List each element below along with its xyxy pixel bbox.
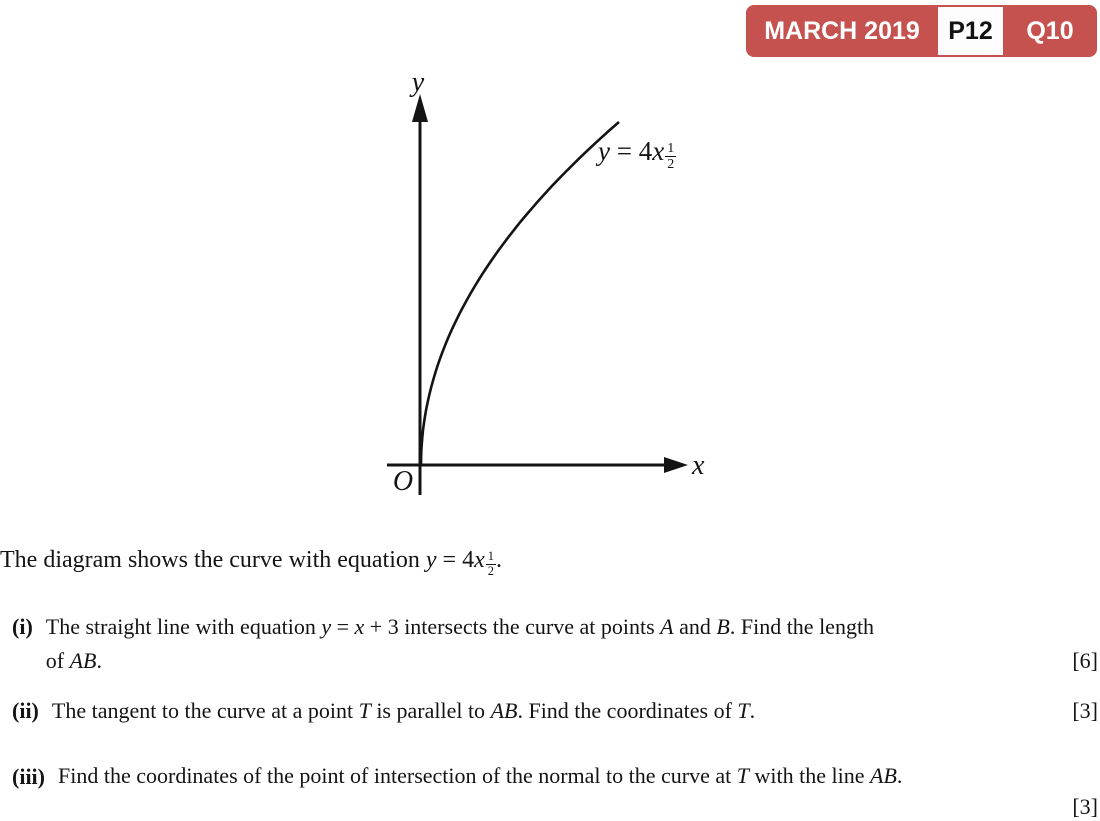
part-i-body bbox=[46, 610, 1098, 678]
part-iii-body bbox=[58, 760, 1098, 821]
part-ii-line-1 bbox=[52, 694, 1098, 728]
badge-session-label: MARCH 2019 bbox=[764, 16, 920, 45]
y-axis-arrowhead bbox=[412, 94, 428, 122]
part-iii-line-2 bbox=[58, 791, 1098, 821]
badge-question-number: Q10 bbox=[1026, 16, 1074, 45]
intro-paragraph: The diagram shows the curve with equation y = 4x $\frac{1}{2}$ . bbox=[0, 547, 502, 578]
marks-badge: [6] bbox=[1072, 648, 1098, 673]
curve-path bbox=[421, 122, 619, 465]
badge-paper-label: P12 bbox=[938, 7, 1003, 55]
x-axis-label: x bbox=[692, 450, 705, 481]
origin-label: O bbox=[392, 466, 414, 497]
question-text: The straight line with equation y = x + 3 intersects the curve at points A and B. Find the length bbox=[45, 614, 875, 639]
question-part-iii bbox=[12, 760, 1098, 821]
part-ii-label: (ii) bbox=[12, 698, 39, 723]
question-badge bbox=[746, 5, 1097, 57]
y-axis-label: y bbox=[411, 70, 425, 98]
curve-equation-label: y = 4x $\frac{1}{2}$ bbox=[598, 136, 675, 173]
part-iii-line-1 bbox=[58, 760, 1098, 791]
question-part-i bbox=[12, 610, 1098, 678]
question-text: Find the coordinates of the point of intersection of the normal to the curve at T with the line AB. bbox=[58, 763, 903, 788]
question-text: The tangent to the curve at a point T is parallel to AB. Find the coordinates of T. bbox=[51, 698, 756, 723]
part-i-line-2 bbox=[46, 644, 1098, 678]
x-axis-arrowhead bbox=[664, 457, 688, 473]
marks-badge: [3] bbox=[1072, 698, 1098, 723]
part-i-label: (i) bbox=[12, 614, 33, 639]
question-part-ii bbox=[12, 694, 1098, 728]
marks-badge: [3] bbox=[1072, 794, 1098, 819]
part-i-line-1 bbox=[46, 610, 1098, 644]
part-iii-label: (iii) bbox=[12, 764, 45, 789]
question-text: of AB. bbox=[45, 648, 102, 673]
part-ii-body bbox=[52, 694, 1098, 728]
